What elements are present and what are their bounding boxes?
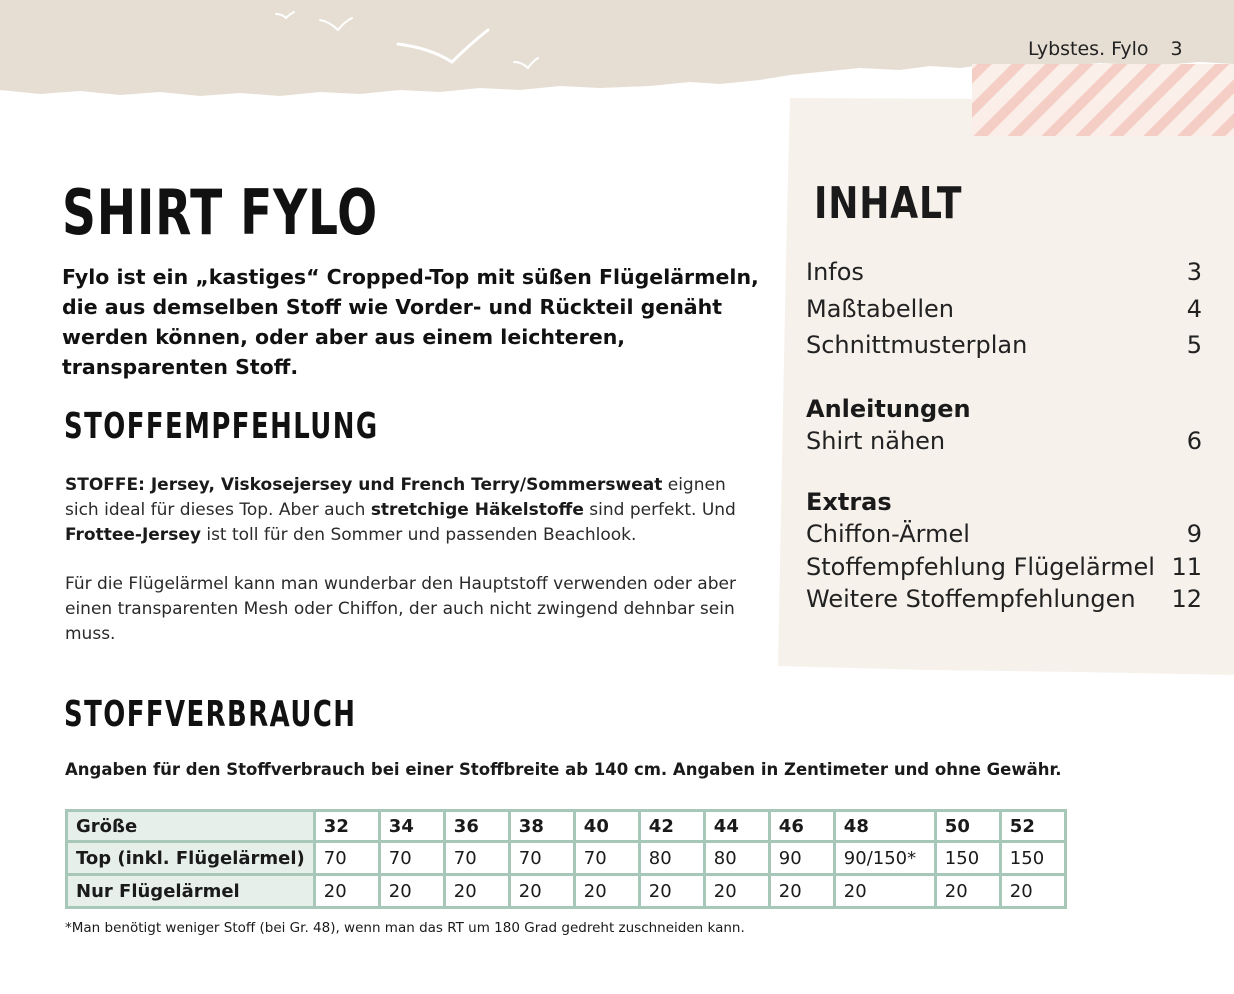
- header-title: Lybstes. Fylo: [1028, 38, 1149, 60]
- table-header-size: 38: [509, 811, 574, 842]
- section-title-stoffverbrauch: STOFFVERBRAUCH: [64, 694, 357, 735]
- table-cell: 20: [834, 875, 935, 908]
- toc-item-label: Maßtabellen: [806, 295, 954, 323]
- toc-heading-extras: Extras: [806, 488, 892, 516]
- table-cell: 20: [379, 875, 444, 908]
- text-run: sind perfekt. Und: [583, 500, 736, 520]
- page-title: SHIRT FYLO: [62, 176, 378, 249]
- recommendation-paragraph-1: [65, 473, 755, 548]
- table-cell: 20: [509, 875, 574, 908]
- recommendation-paragraph-2: Für die Flügelärmel kann man wunderbar den Hauptstoff verwenden oder aber einen transparenten Mesh oder Chiffon, der auch nicht zwingend dehnbar sein muss.: [65, 574, 736, 644]
- table-header-size: 42: [639, 811, 704, 842]
- toc-item[interactable]: [806, 427, 1202, 455]
- table-cell: 70: [574, 842, 639, 875]
- table-cell: 70: [509, 842, 574, 875]
- table-header-size: 50: [935, 811, 1000, 842]
- fabric-terry: Frottee-Jersey: [65, 525, 201, 545]
- table-header-row: [67, 811, 1066, 842]
- text-run: eignen sich ideal für dieses Top. Aber auch: [65, 475, 726, 520]
- toc-item[interactable]: [806, 553, 1202, 581]
- fabric-list: STOFFE: Jersey, Viskosejersey und French Terry/Sommersweat: [65, 475, 663, 495]
- table-header-size: 48: [834, 811, 935, 842]
- toc-item[interactable]: [806, 331, 1202, 359]
- table-header-size: 52: [1000, 811, 1065, 842]
- toc-heading-anleitungen: Anleitungen: [806, 395, 971, 423]
- toc-title: INHALT: [814, 178, 963, 229]
- toc-item[interactable]: [806, 258, 1202, 286]
- toc-item-label: Stoffempfehlung Flügelärmel: [806, 553, 1155, 581]
- toc-item-page: 3: [1186, 258, 1202, 286]
- toc-item-label: Chiffon-Ärmel: [806, 520, 970, 548]
- table-cell: 90: [769, 842, 834, 875]
- table-row-label: Nur Flügelärmel: [67, 875, 315, 908]
- text-run: ist toll für den Sommer und passenden Beachlook.: [200, 525, 637, 545]
- header-page-label: [1028, 38, 1183, 60]
- table-header-label: Größe: [67, 811, 315, 842]
- toc-item-label: Infos: [806, 258, 864, 286]
- table-cell: 20: [444, 875, 509, 908]
- fabric-crochet: stretchige Häkelstoffe: [370, 500, 584, 520]
- intro-text: Fylo ist ein „kastiges“ Cropped-Top mit süßen Flügelärmeln, die aus demselben Stoff wie Vorder- und Rückteil genäht werden können, oder aber aus einem leichteren, transparenten Stoff.: [62, 265, 759, 379]
- section-title-stoffempfehlung: STOFFEMPFEHLUNG: [64, 406, 379, 447]
- toc-item-page: 11: [1171, 553, 1202, 581]
- toc-panel-background: [778, 60, 1234, 675]
- usage-note: Angaben für den Stoffverbrauch bei einer Stoffbreite ab 140 cm. Angaben in Zentimeter und ohne Gewähr.: [65, 760, 1062, 779]
- table-header-size: 46: [769, 811, 834, 842]
- toc-item-page: 4: [1186, 295, 1202, 323]
- table-header-size: 34: [379, 811, 444, 842]
- table-cell: 20: [314, 875, 379, 908]
- table-cell: 150: [1000, 842, 1065, 875]
- table-cell: 70: [379, 842, 444, 875]
- table-row: [67, 842, 1066, 875]
- toc-item-page: 12: [1171, 585, 1202, 613]
- table-cell: 70: [444, 842, 509, 875]
- toc-item-label: Schnittmusterplan: [806, 331, 1028, 359]
- fabric-usage-table-body: [67, 811, 1066, 908]
- toc-item-page: 9: [1186, 520, 1202, 548]
- table-header-size: 32: [314, 811, 379, 842]
- table-row: [67, 875, 1066, 908]
- washi-tape: [972, 64, 1234, 136]
- table-cell: 20: [574, 875, 639, 908]
- toc-item[interactable]: [806, 585, 1202, 613]
- toc-item-label: Shirt nähen: [806, 427, 946, 455]
- table-cell: 20: [1000, 875, 1065, 908]
- table-cell: 80: [704, 842, 769, 875]
- header-page-number: 3: [1170, 38, 1183, 60]
- table-cell: 20: [935, 875, 1000, 908]
- table-cell: 90/150*: [834, 842, 935, 875]
- toc-item-page: 5: [1186, 331, 1202, 359]
- table-cell: 20: [769, 875, 834, 908]
- toc-item-page: 6: [1186, 427, 1202, 455]
- table-row-label: Top (inkl. Flügelärmel): [67, 842, 315, 875]
- table-header-size: 44: [704, 811, 769, 842]
- table-cell: 20: [639, 875, 704, 908]
- toc-item[interactable]: [806, 295, 1202, 323]
- toc-item-label: Weitere Stoffempfehlungen: [806, 585, 1136, 613]
- table-header-size: 40: [574, 811, 639, 842]
- footnote: *Man benötigt weniger Stoff (bei Gr. 48), wenn man das RT um 180 Grad gedreht zuschneiden kann.: [65, 920, 745, 936]
- fabric-usage-table: [65, 809, 1067, 909]
- toc-item[interactable]: [806, 520, 1202, 548]
- table-cell: 70: [314, 842, 379, 875]
- table-cell: 150: [935, 842, 1000, 875]
- table-cell: 80: [639, 842, 704, 875]
- table-cell: 20: [704, 875, 769, 908]
- table-header-size: 36: [444, 811, 509, 842]
